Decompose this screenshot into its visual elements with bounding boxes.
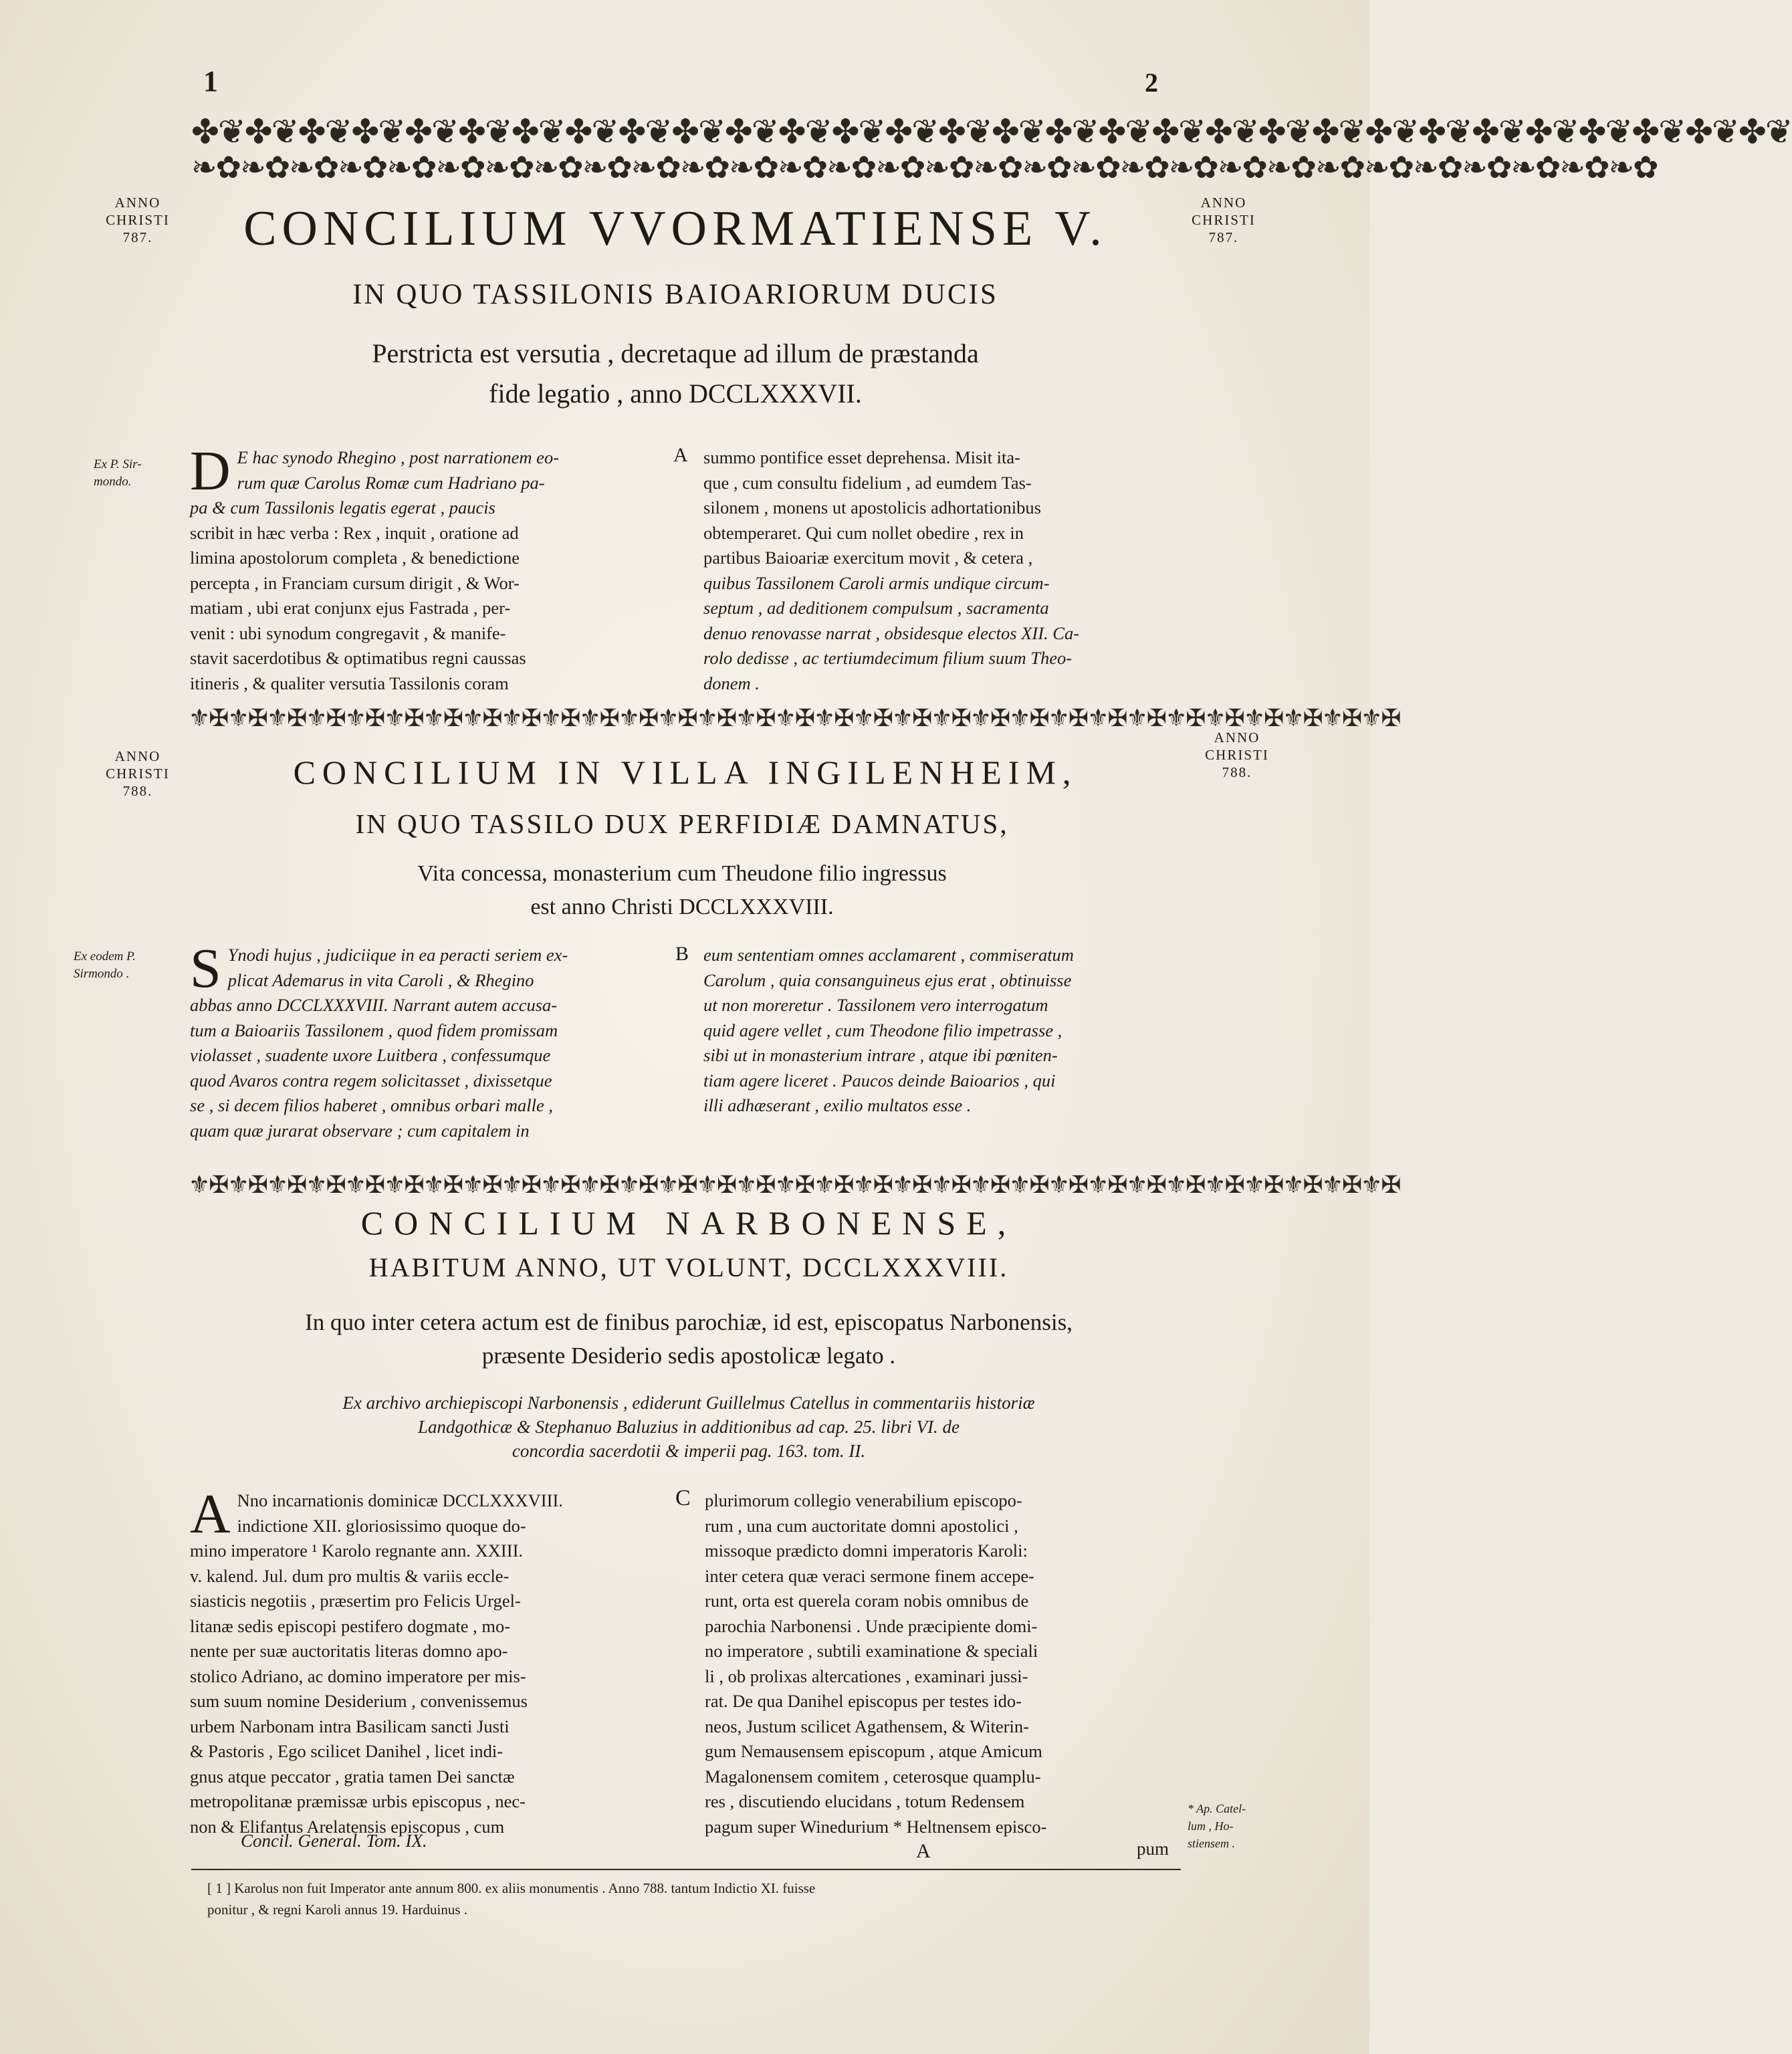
text-line: rum quæ Carolus Romæ cum Hadriano pa-: [237, 472, 545, 493]
text-line: illi adhæserant , exilio multatos esse .: [703, 1095, 972, 1115]
section-divider: ⚜✠⚜✠⚜✠⚜✠⚜✠⚜✠⚜✠⚜✠⚜✠⚜✠⚜✠⚜✠⚜✠⚜✠⚜✠⚜✠⚜✠⚜✠⚜✠⚜✠⚜✠⚜✠⚜✠⚜✠⚜✠⚜✠⚜✠⚜✠⚜✠⚜✠⚜✠: [189, 705, 1400, 731]
footnote-line: [ 1 ] Karolus non fuit Imperator ante annum 800. ex aliis monumentis . Anno 788. tantum Indictio XI. fuisse: [207, 1880, 816, 1896]
text-line: pa & cum Tassilonis legatis egerat , paucis: [190, 497, 495, 518]
text-line: denuo renovasse narrat , obsidesque electos XII. Ca-: [703, 622, 1080, 643]
source-line: Ex archivo archiepiscopi Narbonensis , ediderunt Guillelmus Catellus in commentariis historiæ: [342, 1393, 1035, 1413]
section3-column-right: [705, 1488, 1182, 1839]
margin-word: 787.: [1208, 229, 1239, 245]
margin-word: 788.: [1222, 764, 1252, 780]
text-line: quod Avaros contra regem solicitasset , dixissetque: [190, 1070, 552, 1091]
text-line: itineris , & qualiter versutia Tassilonis coram: [190, 673, 509, 693]
text-line: nente per suæ auctoritatis literas domno apo-: [190, 1641, 508, 1661]
section1-column-mark: A: [673, 444, 688, 466]
text-line: metropolitanæ præmissæ urbis episcopus , nec-: [190, 1791, 526, 1811]
ornament-row-top: ✤❦✤❦✤❦✤❦✤❦✤❦✤❦✤❦✤❦✤❦✤❦✤❦✤❦✤❦✤❦✤❦✤❦✤❦✤❦✤❦✤❦✤❦✤❦✤❦✤❦✤❦✤❦✤❦✤❦✤❦: [191, 113, 1792, 150]
text-line: gum Nemausensem episcopum , atque Amicum: [705, 1741, 1042, 1761]
text-line: tum a Baioariis Tassilonem , quod fidem promissam: [190, 1020, 558, 1040]
source-line: Landgothicæ & Stephanuo Baluzius in additionibus ad cap. 25. libri VI. de: [418, 1417, 960, 1437]
section1-description-line1: Perstricta est versutia , decretaque ad illum de præstanda: [372, 338, 979, 368]
text-line: rolo dedisse , ac tertiumdecimum filium suum Theo-: [703, 648, 1073, 668]
footnote-line: ponitur , & regni Karoli annus 19. Harduinus .: [207, 1902, 468, 1918]
section3-column-left: [190, 1483, 669, 1839]
text-line: summo pontifice esset deprehensa. Misit ita-: [703, 447, 1020, 467]
page-number-left: 1: [203, 65, 218, 98]
text-line: runt, orta est querela coram nobis omnibus de: [705, 1591, 1029, 1611]
section1-source-note: [94, 456, 181, 491]
side-note-line: lum , Ho-: [1188, 1819, 1234, 1833]
catchword: pum: [1137, 1839, 1169, 1859]
section1-column-right: [703, 445, 1180, 696]
text-line: v. kalend. Jul. dum pro multis & variis eccle-: [190, 1565, 510, 1586]
margin-word: CHRISTI: [106, 766, 170, 782]
text-line: percepta , in Franciam cursum dirigit , & Wor-: [190, 572, 520, 593]
text-line: urbem Narbonam intra Basilicam sancti Justi: [190, 1716, 510, 1736]
text-line: obtemperaret. Qui cum nollet obedire , rex in: [703, 522, 1024, 543]
text-line: eum sententiam omnes acclamarent , commiseratum: [703, 945, 1074, 965]
text-line: inter cetera quæ veraci sermone finem accepe-: [705, 1565, 1034, 1586]
margin-word: CHRISTI: [1192, 212, 1256, 228]
text-line: rum , una cum auctoritate domni apostolici ,: [705, 1515, 1018, 1536]
margin-word: 787.: [122, 229, 153, 245]
margin-word: ANNO: [1214, 729, 1260, 746]
margin-word: ANNO: [114, 748, 161, 764]
text-line: res , discutiendo elucidans , totum Redensem: [705, 1791, 1025, 1811]
signature-mark: A: [916, 1840, 931, 1862]
margin-word: 788.: [122, 783, 153, 799]
text-line: Magalonensem comitem , ceterosque quamplu-: [705, 1766, 1041, 1787]
text-line: Ynodi hujus , judiciique in ea peracti seriem ex-: [227, 945, 568, 965]
section2-column-right: [703, 943, 1182, 1119]
text-line: rat. De qua Danihel episcopus per testes ido-: [705, 1691, 1022, 1711]
text-line: pagum super Winedurium * Heltnensem episco-: [705, 1816, 1047, 1837]
text-line: stavit sacerdotibus & optimatibus regni caussas: [190, 648, 526, 668]
footnote: [207, 1877, 1184, 1920]
section1-subtitle: IN QUO TASSILONIS BAIOARIORUM DUCIS: [352, 279, 998, 310]
text-line: que , cum consultu fidelium , ad eumdem Tas-: [703, 472, 1032, 493]
text-line: stolico Adriano, ac domino imperatore per mis-: [190, 1666, 526, 1686]
text-line: litanæ sedis episcopi pestifero dogmate , mo-: [190, 1615, 511, 1636]
source-line: mondo.: [94, 475, 132, 489]
side-note-line: * Ap. Catel-: [1188, 1802, 1246, 1815]
text-line: tiam agere liceret . Paucos deinde Baioarios , qui: [703, 1070, 1056, 1091]
text-line: Nno incarnationis dominicæ DCCLXXXVIII.: [237, 1490, 563, 1510]
year-margin-left-788: [91, 748, 185, 800]
side-note-line: stiensem .: [1188, 1837, 1235, 1850]
year-margin-left-787: [91, 194, 185, 246]
year-margin-right-788: [1190, 729, 1284, 781]
text-line: sibi ut in monasterium intrare , atque ibi pœniten-: [703, 1045, 1058, 1065]
text-line: missoque prædicto domni imperatoris Karoli:: [705, 1540, 1028, 1561]
section3-subtitle: HABITUM ANNO, UT VOLUNT, DCCLXXXVIII.: [368, 1252, 1009, 1282]
header-ornament: [191, 113, 1792, 189]
section3-description-line1: In quo inter cetera actum est de finibus parochiæ, id est, episcopatus Narbonensis,: [305, 1309, 1073, 1335]
text-line: venit : ubi synodum congregavit , & manife-: [190, 622, 506, 643]
section2-column-left: [190, 937, 666, 1143]
section1-title: CONCILIUM VVORMATIENSE V.: [243, 201, 1107, 256]
text-line: sum suum nomine Desiderium , convenissemus: [190, 1691, 528, 1711]
text-line: quibus Tassilonem Caroli armis undique circum-: [703, 572, 1050, 593]
text-line: mino imperatore ¹ Karolo regnante ann. XXIII.: [190, 1540, 524, 1561]
text-line: ut non moreretur . Tassilonem vero interrogatum: [703, 995, 1048, 1015]
text-line: se , si decem filios haberet , omnibus orbari malle ,: [190, 1095, 553, 1115]
text-line: quam quæ jurarat observare ; cum capitalem in: [190, 1120, 530, 1141]
footnote-rule: [191, 1869, 1181, 1870]
text-line: & Pastoris , Ego scilicet Danihel , licet indi-: [190, 1741, 503, 1761]
text-line: plicat Ademarus in vita Caroli , & Rhegino: [227, 969, 534, 990]
section3-description-line2: præsente Desiderio sedis apostolicæ legato .: [481, 1343, 896, 1369]
text-line: quid agere vellet , cum Theodone filio impetrasse ,: [703, 1020, 1062, 1040]
source-line: Ex P. Sir-: [94, 457, 142, 471]
section2-column-mark: B: [675, 943, 689, 965]
text-line: silonem , monens ut apostolicis adhortationibus: [703, 497, 1041, 518]
section1-description-line2: fide legatio , anno DCCLXXXVII.: [489, 378, 862, 409]
section3-column-mark: C: [675, 1486, 691, 1510]
source-line: Sirmondo .: [74, 967, 130, 981]
section3-title: CONCILIUM NARBONENSE,: [360, 1204, 1017, 1242]
drop-cap: D: [190, 440, 231, 502]
margin-word: ANNO: [1200, 195, 1247, 211]
text-line: no imperatore , subtili examinatione & speciali: [705, 1641, 1038, 1661]
text-line: partibus Baioariæ exercitum movit , & cetera ,: [703, 548, 1033, 568]
text-line: violasset , suadente uxore Luitbera , confessumque: [190, 1045, 551, 1065]
drop-cap: S: [190, 937, 221, 1000]
year-margin-right-787: [1177, 194, 1270, 246]
text-line: neos, Justum scilicet Agathensem, & Witerin-: [705, 1716, 1029, 1736]
section1-column-left: [190, 440, 669, 696]
section3-source: [201, 1391, 1177, 1463]
margin-word: CHRISTI: [106, 212, 170, 228]
text-line: plurimorum collegio venerabilium episcopo-: [705, 1490, 1022, 1510]
text-line: donem .: [703, 673, 760, 693]
section2-description-line2: est anno Christi DCCLXXXVIII.: [530, 895, 834, 919]
margin-word: ANNO: [114, 195, 161, 211]
text-line: scribit in hæc verba : Rex , inquit , oratione ad: [190, 522, 519, 543]
section2-source-note: [74, 948, 181, 983]
text-line: non & Elifantus Arelatensis episcopus , cum: [190, 1816, 505, 1837]
text-line: siasticis negotiis , præsertim pro Felicis Urgel-: [190, 1591, 521, 1611]
text-line: E hac synodo Rhegino , post narrationem eo-: [237, 447, 560, 467]
text-line: li , ob prolixas altercationes , examinari jussi-: [705, 1666, 1028, 1686]
text-line: Carolum , quia consanguineus ejus erat , obtinuisse: [703, 969, 1072, 990]
section2-subtitle: IN QUO TASSILO DUX PERFIDIÆ DAMNATUS,: [355, 808, 1009, 839]
text-line: limina apostolorum completa , & benedictione: [190, 548, 520, 568]
text-line: abbas anno DCCLXXXVIII. Narrant autem accusa-: [190, 995, 558, 1015]
section2-title: CONCILIUM IN VILLA INGILENHEIM,: [293, 754, 1078, 791]
text-line: gnus atque peccator , gratia tamen Dei sanctæ: [190, 1766, 515, 1787]
source-line: Ex eodem P.: [74, 949, 136, 963]
page-number-right: 2: [1145, 68, 1158, 98]
section2-description-line1: Vita concessa, monasterium cum Theudone filio ingressus: [417, 861, 947, 886]
margin-word: CHRISTI: [1205, 747, 1269, 763]
text-line: matiam , ubi erat conjunx ejus Fastrada , per-: [190, 598, 511, 618]
drop-cap: A: [190, 1483, 231, 1545]
ornament-row-bottom: ❧✿❧✿❧✿❧✿❧✿❧✿❧✿❧✿❧✿❧✿❧✿❧✿❧✿❧✿❧✿❧✿❧✿❧✿❧✿❧✿❧✿❧✿❧✿❧✿❧✿❧✿❧✿❧✿❧✿❧✿: [191, 150, 1658, 185]
source-line: concordia sacerdotii & imperii pag. 163. tom. II.: [512, 1441, 866, 1461]
text-line: indictione XII. gloriosissimo quoque do-: [237, 1515, 526, 1536]
signature-line: Concil. General. Tom. IX.: [241, 1831, 427, 1851]
section3-side-note: [1188, 1800, 1288, 1852]
section-divider: ⚜✠⚜✠⚜✠⚜✠⚜✠⚜✠⚜✠⚜✠⚜✠⚜✠⚜✠⚜✠⚜✠⚜✠⚜✠⚜✠⚜✠⚜✠⚜✠⚜✠⚜✠⚜✠⚜✠⚜✠⚜✠⚜✠⚜✠⚜✠⚜✠⚜✠⚜✠: [189, 1171, 1400, 1198]
text-line: septum , ad deditionem compulsum , sacramenta: [703, 598, 1049, 618]
text-line: parochia Narbonensi . Unde præcipiente domi-: [705, 1615, 1038, 1636]
